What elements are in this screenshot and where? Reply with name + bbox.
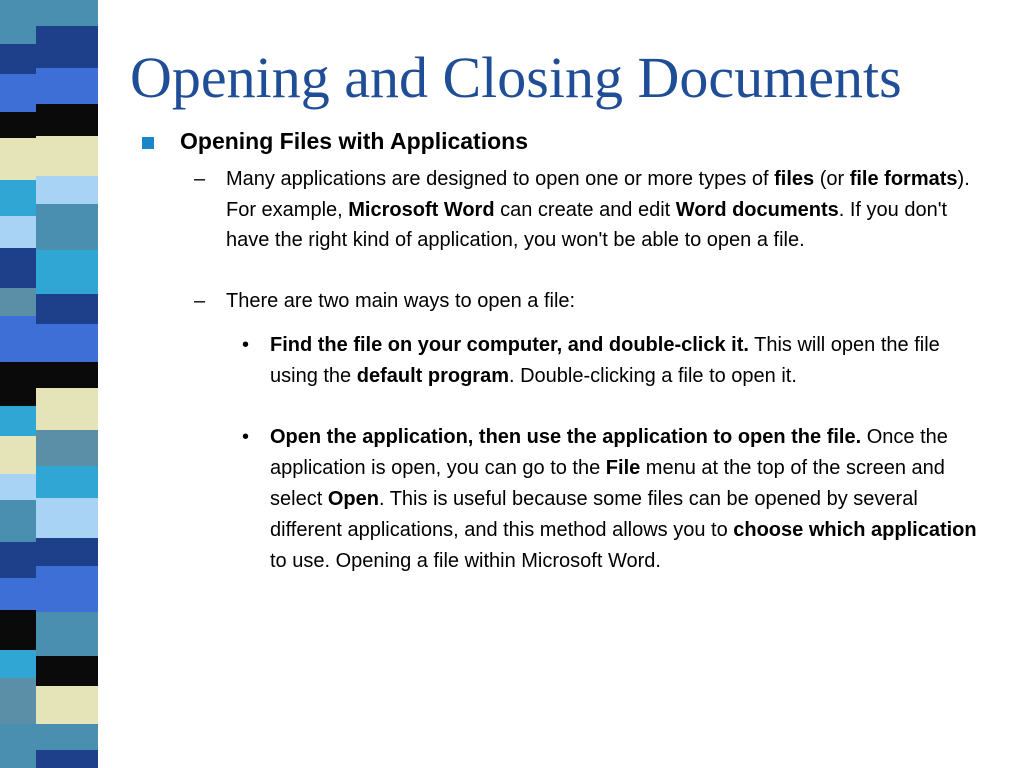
decorative-stripe xyxy=(36,104,98,136)
decorative-stripe xyxy=(0,248,36,288)
bullet-heading xyxy=(142,126,1002,156)
sub-bullet-applications xyxy=(194,164,1002,256)
bold-run: Open the application, then use the application to open the file. xyxy=(270,426,862,448)
text-run: . If you don't have the right kind of application, you won't be able to open a file. xyxy=(226,198,948,251)
decorative-stripe xyxy=(0,180,36,216)
decorative-stripe xyxy=(36,750,98,768)
decorative-stripe xyxy=(0,288,36,316)
bold-run: File xyxy=(605,457,641,479)
decorative-stripe xyxy=(0,610,36,650)
bold-run: default program xyxy=(356,365,509,387)
decorative-stripe xyxy=(0,112,36,138)
decorative-stripe xyxy=(0,436,36,474)
decorative-stripe xyxy=(0,650,36,678)
stripe-column-middle xyxy=(36,0,98,768)
decorative-stripe xyxy=(0,74,36,112)
decorative-stripe xyxy=(36,324,98,362)
decorative-stripe xyxy=(0,362,36,406)
sub-bullet-text xyxy=(226,164,986,256)
decorative-stripe xyxy=(36,430,98,466)
text-run: . This is useful because some files can be opened by several different applications, and this method allows you to xyxy=(270,488,918,541)
text-run: menu at the top of the screen and select xyxy=(270,457,945,510)
decorative-stripe xyxy=(0,678,36,724)
bold-run: Microsoft Word xyxy=(348,198,495,221)
text-run: . Double-clicking a file to open it. xyxy=(508,365,797,387)
bold-run: file formats xyxy=(849,168,958,190)
decorative-stripe xyxy=(36,0,98,26)
text-run: Once the application is open, you can go to the xyxy=(270,426,948,479)
decorative-stripe xyxy=(36,388,98,430)
dot-bullet-icon: • xyxy=(242,426,250,448)
bold-run: files xyxy=(774,168,815,190)
decorative-stripe xyxy=(36,26,98,68)
decorative-stripe xyxy=(36,68,98,104)
dash-bullet-icon: – xyxy=(194,168,206,190)
decorative-stripe xyxy=(36,612,98,656)
stripe-column-left xyxy=(0,0,36,768)
decorative-stripe xyxy=(36,176,98,204)
decorative-stripe-bar xyxy=(0,0,118,768)
text-run: can create and edit xyxy=(494,198,676,221)
point-text xyxy=(270,422,985,577)
decorative-stripe xyxy=(36,686,98,724)
bold-run: Open xyxy=(327,488,379,510)
stripe-column-right xyxy=(98,0,118,768)
bold-run: choose which application xyxy=(733,519,977,541)
text-run: ). For example, xyxy=(226,168,970,221)
decorative-stripe xyxy=(0,500,36,542)
decorative-stripe xyxy=(36,362,98,388)
text-run: This will open the file using the xyxy=(270,334,940,387)
decorative-stripe xyxy=(36,656,98,686)
text-run: Many applications are designed to open one or more types of xyxy=(226,168,775,190)
decorative-stripe xyxy=(36,538,98,566)
dot-bullet-icon: • xyxy=(242,334,250,356)
point-open-application xyxy=(242,422,1002,577)
sub-bullet-two-ways xyxy=(194,286,1002,317)
decorative-stripe xyxy=(36,724,98,750)
slide-title: Opening and Closing Documents xyxy=(130,45,902,110)
decorative-stripe xyxy=(36,204,98,250)
text-run: to use. Opening a file within Microsoft Word. xyxy=(270,550,661,572)
bold-run: Find the file on your computer, and double-click it. xyxy=(270,334,749,356)
decorative-stripe xyxy=(0,474,36,500)
decorative-stripe xyxy=(0,0,36,44)
decorative-stripe xyxy=(0,578,36,610)
dash-bullet-icon: – xyxy=(194,289,206,312)
decorative-stripe xyxy=(0,138,36,180)
slide-content xyxy=(142,126,1002,607)
decorative-stripe xyxy=(36,498,98,538)
decorative-stripe xyxy=(0,542,36,578)
decorative-stripe xyxy=(0,316,36,362)
decorative-stripe xyxy=(36,466,98,498)
point-text xyxy=(270,330,985,392)
decorative-stripe xyxy=(36,136,98,176)
decorative-stripe xyxy=(0,406,36,436)
text-run: (or xyxy=(814,168,850,190)
decorative-stripe xyxy=(0,216,36,248)
decorative-stripe xyxy=(36,566,98,612)
point-double-click xyxy=(242,330,1002,392)
sub-bullet-text: There are two main ways to open a file: xyxy=(226,289,576,312)
decorative-stripe xyxy=(36,294,98,324)
decorative-stripe xyxy=(0,724,36,768)
square-bullet-icon xyxy=(142,137,154,149)
bold-run: Word documents xyxy=(675,198,839,221)
decorative-stripe xyxy=(0,44,36,74)
decorative-stripe xyxy=(36,250,98,294)
heading-text: Opening Files with Applications xyxy=(180,128,528,154)
